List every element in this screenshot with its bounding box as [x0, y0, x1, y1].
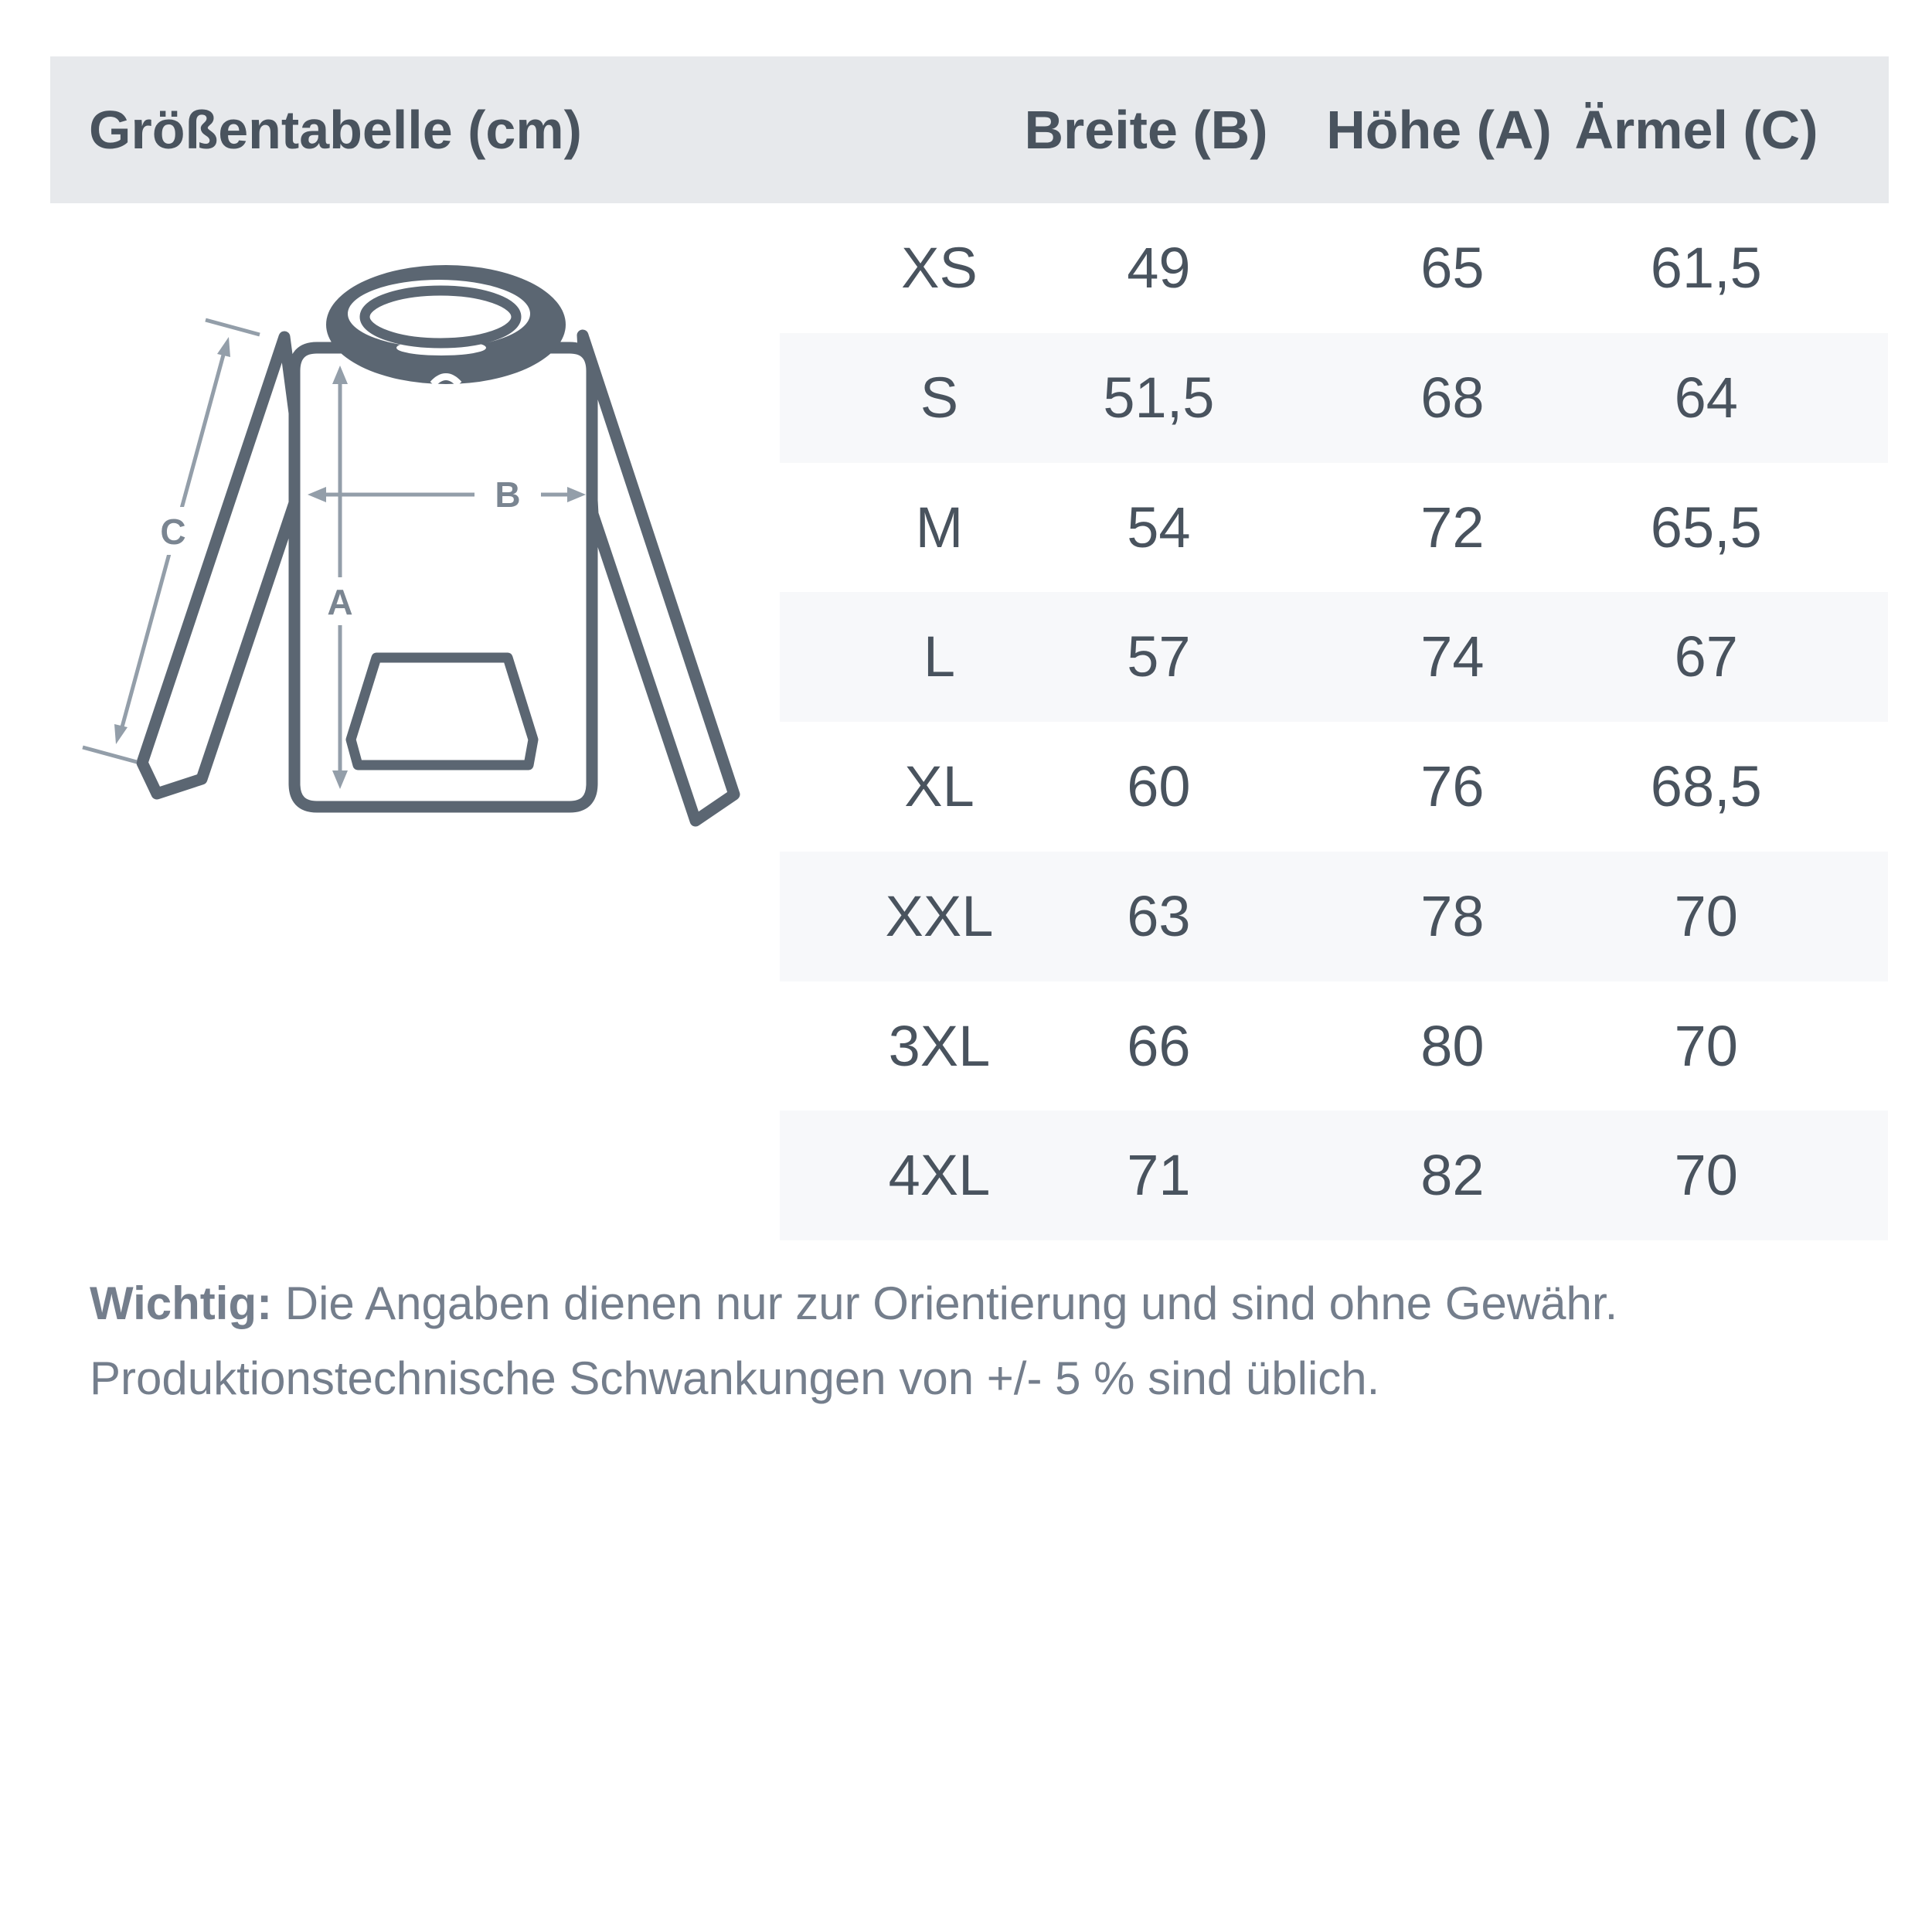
table-row-3xl — [780, 981, 1888, 1111]
table-row-xxl — [780, 852, 1888, 981]
hoehe-value: 72 — [1420, 495, 1485, 560]
dimension-c-tick-top — [206, 320, 260, 335]
hoehe-value: 65 — [1420, 236, 1485, 300]
breite-value: 66 — [1127, 1013, 1191, 1078]
hoehe-value: 68 — [1420, 365, 1485, 430]
size-label: M — [915, 495, 964, 560]
aermel-value: 70 — [1674, 1013, 1738, 1078]
aermel-value: 70 — [1674, 883, 1738, 948]
hoehe-value: 78 — [1420, 883, 1485, 948]
breite-value: 60 — [1127, 754, 1191, 818]
hoodie-diagram — [46, 232, 781, 912]
aermel-value: 67 — [1674, 624, 1738, 689]
size-label: XXL — [885, 883, 994, 948]
hoodie-pocket — [351, 658, 533, 765]
hoodie-right-sleeve — [583, 335, 734, 821]
hoehe-value: 82 — [1420, 1143, 1485, 1208]
breite-value: 57 — [1127, 624, 1191, 689]
page-title: Größentabelle (cm) — [89, 100, 582, 160]
breite-value: 51,5 — [1103, 365, 1215, 430]
size-table — [780, 203, 1888, 1240]
aermel-value: 68,5 — [1650, 754, 1762, 818]
aermel-value: 65,5 — [1650, 495, 1762, 560]
table-row-m — [780, 463, 1888, 593]
breite-value: 49 — [1127, 236, 1191, 300]
disclaimer-line-2: Produktionstechnische Schwankungen von +/- 5 % sind üblich. — [90, 1352, 1380, 1404]
size-label: S — [920, 365, 959, 430]
size-label: XL — [904, 754, 975, 818]
size-label: L — [923, 624, 956, 689]
disclaimer-lead: Wichtig: — [90, 1277, 273, 1329]
table-row-s — [780, 333, 1888, 463]
dimension-b-label: B — [495, 474, 521, 515]
dimension-a-label: A — [327, 582, 353, 622]
dimension-c-arrowhead-bottom — [114, 724, 128, 744]
disclaimer-line-1 — [90, 1266, 1883, 1341]
breite-value: 71 — [1127, 1143, 1191, 1208]
aermel-value: 70 — [1674, 1143, 1738, 1208]
table-row-xl — [780, 722, 1888, 852]
dimension-c-tick-bottom — [83, 747, 137, 762]
breite-value: 63 — [1127, 883, 1191, 948]
disclaimer-line-1-text: Die Angaben dienen nur zur Orientierung und sind ohne Gewähr. — [272, 1277, 1618, 1329]
size-label: 4XL — [888, 1143, 991, 1208]
aermel-value: 64 — [1674, 365, 1738, 430]
hoehe-value: 74 — [1420, 624, 1485, 689]
hoehe-value: 80 — [1420, 1013, 1485, 1078]
table-row-4xl — [780, 1111, 1888, 1240]
disclaimer-note — [90, 1266, 1883, 1416]
dimension-c-label: C — [160, 512, 186, 552]
breite-value: 54 — [1127, 495, 1191, 560]
table-row-l — [780, 592, 1888, 722]
size-label: XS — [901, 236, 978, 300]
column-header-breite: Breite (B) — [1024, 100, 1268, 160]
aermel-value: 61,5 — [1650, 236, 1762, 300]
column-header-hoehe: Höhe (A) — [1326, 100, 1552, 160]
table-row-xs — [780, 203, 1888, 333]
table-header-band — [50, 56, 1889, 203]
hoehe-value: 76 — [1420, 754, 1485, 818]
dimension-c-arrowhead-top — [217, 337, 230, 357]
column-header-aermel: Ärmel (C) — [1574, 100, 1818, 160]
size-label: 3XL — [888, 1013, 991, 1078]
